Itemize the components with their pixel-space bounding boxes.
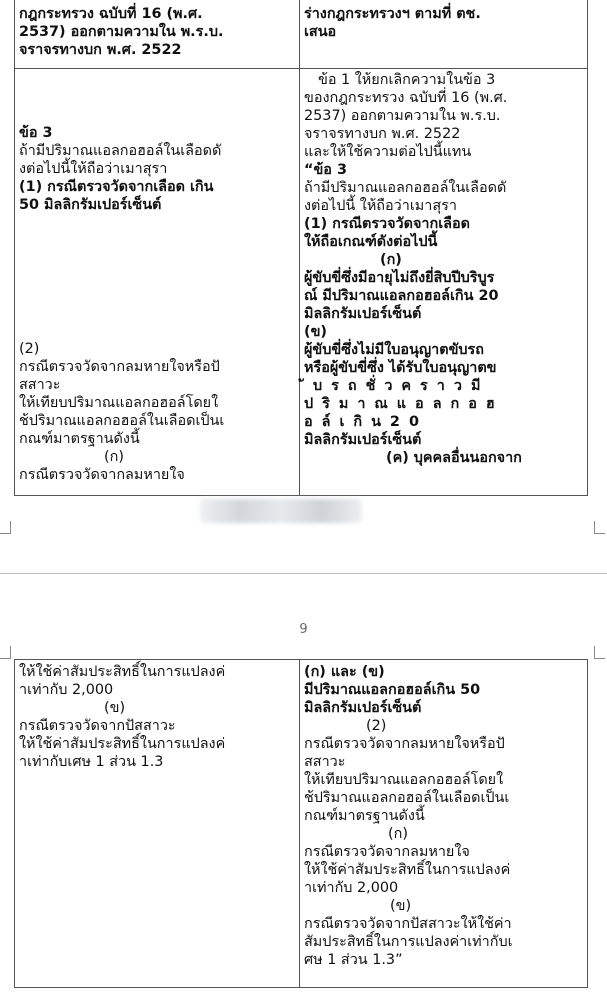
right-body-line: กรณีตรวจวัดจากลมหายใจหรือปั xyxy=(304,736,505,752)
right-body-line: ับรถชั่วคราวมี xyxy=(304,378,490,394)
left-body-line: าเท่ากับ 2,000 xyxy=(19,682,114,698)
right-body-line: หรือผู้ขับขี่ซึ่ง ได้รับใบอนุญาตข xyxy=(304,360,497,376)
right-body-line: อล์เกิน20 xyxy=(304,414,428,430)
left-body-line: ถ้ามีปริมาณแอลกอฮอล์ในเลือดดั xyxy=(19,143,222,159)
right-body-line: ถ้ามีปริมาณแอลกอฮอล์ในเลือดดั xyxy=(304,180,507,196)
right-body-line: ณ์ มีปริมาณแอลกอฮอล์เกิน 20 xyxy=(304,288,499,304)
left-header-line: กฎกระทรวง ฉบับที่ 16 (พ.ศ. xyxy=(19,6,203,22)
crop-mark-right xyxy=(594,521,605,534)
left-body-line: กรณีตรวจวัดจากลมหายใจหรือปั xyxy=(19,359,220,375)
right-header-line: เสนอ xyxy=(304,24,337,40)
right-body-line: (ก) และ (ข) xyxy=(304,664,385,680)
right-body-line: ของกฎกระทรวง ฉบับที่ 16 (พ.ศ. xyxy=(304,90,508,106)
left-body-line: งต่อไปนี้ให้ถือว่าเมาสุรา xyxy=(19,161,168,177)
left-body-line: ข้อ 3 xyxy=(19,125,53,141)
right-body-line: มิลลิกรัมเปอร์เซ็นต์ xyxy=(304,432,422,448)
left-body-line: าเท่ากับเศษ 1 ส่วน 1.3 xyxy=(19,754,164,770)
left-body-line: (1) กรณีตรวจวัดจากเลือด เกิน xyxy=(19,179,214,195)
right-body-line: (ข) xyxy=(304,324,327,340)
right-body-line: ให้เทียบปริมาณแอลกอฮอล์โดยใ xyxy=(304,772,504,788)
left-body-line: ช้ปริมาณแอลกอฮอล์ในเลือดเป็นเ xyxy=(19,413,225,429)
right-body-line: สัมประสิทธิ์ในการแปลงค่าเท่ากับเ xyxy=(304,934,513,950)
crop-mark-left xyxy=(0,646,11,659)
left-body-line: ให้ใช้ค่าสัมประสิทธิ์ในการแปลงค่ xyxy=(19,736,226,752)
crop-mark-left xyxy=(0,521,11,534)
left-body-line: (2) xyxy=(19,341,40,357)
right-body-line: มีปริมาณแอลกอฮอล์เกิน 50 xyxy=(304,682,481,698)
right-body-line: 2537) ออกตามความใน พ.ร.บ. xyxy=(304,108,501,124)
right-body-line: กรณีตรวจวัดจากลมหายใจ xyxy=(304,844,470,860)
right-body-line: ช้ปริมาณแอลกอฮอล์ในเลือดเป็นเ xyxy=(304,790,510,806)
right-body-line: กรณีตรวจวัดจากปัสสาวะให้ใช้ค่า xyxy=(304,916,512,932)
left-body-line: ให้ใช้ค่าสัมประสิทธิ์ในการแปลงค่ xyxy=(19,664,226,680)
right-body-line: (ก) xyxy=(380,252,402,268)
right-body-line: (ก) xyxy=(388,826,408,842)
right-body-line: ปริมาณแอลกอฮ xyxy=(304,396,504,412)
page-separator xyxy=(0,573,607,574)
right-body-line: และให้ใช้ความต่อไปนี้แทน xyxy=(304,144,472,160)
right-body-line: ผู้ขับขี่ซึ่งไม่มีใบอนุญาตขับรถ xyxy=(304,342,484,358)
left-body-line: กณฑ์มาตรฐานดังนี้ xyxy=(19,431,140,447)
right-body-line: ผู้ขับขี่ซึ่งมีอายุไม่ถึงยี่สิบปีบริบูร xyxy=(304,270,495,286)
right-header-line: ร่างกฎกระทรวงฯ ตามที่ ตช. xyxy=(304,6,481,22)
left-body-line: กรณีตรวจวัดจากลมหายใจ xyxy=(19,467,185,483)
right-body-line: (1) กรณีตรวจวัดจากเลือด xyxy=(304,216,470,232)
right-body-line: สสาวะ xyxy=(304,754,346,770)
right-body-line: มิลลิกรัมเปอร์เซ็นต์ xyxy=(304,700,422,716)
left-body-line: ให้เทียบปริมาณแอลกอฮอล์โดยใ xyxy=(19,395,219,411)
left-body-cell xyxy=(14,659,300,988)
right-body-line: งต่อไปนี้ ให้ถือว่าเมาสุรา xyxy=(304,198,457,214)
right-body-line: ศษ 1 ส่วน 1.3” xyxy=(304,952,403,968)
left-body-line: (ก) xyxy=(104,449,124,465)
left-body-line: กรณีตรวจวัดจากปัสสาวะ xyxy=(19,718,176,734)
left-header-line: 2537) ออกตามความใน พ.ร.บ. xyxy=(19,24,224,40)
right-body-line: มิลลิกรัมเปอร์เซ็นต์ xyxy=(304,306,422,322)
left-body-line: 50 มิลลิกรัมเปอร์เซ็นต์ xyxy=(19,197,162,213)
page-number: 9 xyxy=(299,622,308,637)
left-body-line: (ข) xyxy=(104,700,126,716)
right-body-line: ข้อ 1 ให้ยกเลิกความในข้อ 3 xyxy=(318,72,496,88)
right-body-line: าเท่ากับ 2,000 xyxy=(304,880,399,896)
left-body-line: สสาวะ xyxy=(19,377,61,393)
blurred-footer-text xyxy=(200,499,362,523)
right-body-line: ให้ใช้ค่าสัมประสิทธิ์ในการแปลงค่ xyxy=(304,862,511,878)
left-header-line: จราจรทางบก พ.ศ. 2522 xyxy=(19,42,182,58)
right-body-line: “ข้อ 3 xyxy=(304,162,347,178)
right-body-line: (ค) บุคคลอื่นนอกจาก xyxy=(386,450,522,466)
right-body-line: (ข) xyxy=(390,898,412,914)
right-body-line: ให้ถือเกณฑ์ดังต่อไปนี้ xyxy=(304,234,438,250)
right-body-line: จราจรทางบก พ.ศ. 2522 xyxy=(304,126,461,142)
crop-mark-right xyxy=(594,646,605,659)
right-body-line: (2) xyxy=(366,718,387,734)
right-body-line: กณฑ์มาตรฐานดังนี้ xyxy=(304,808,425,824)
